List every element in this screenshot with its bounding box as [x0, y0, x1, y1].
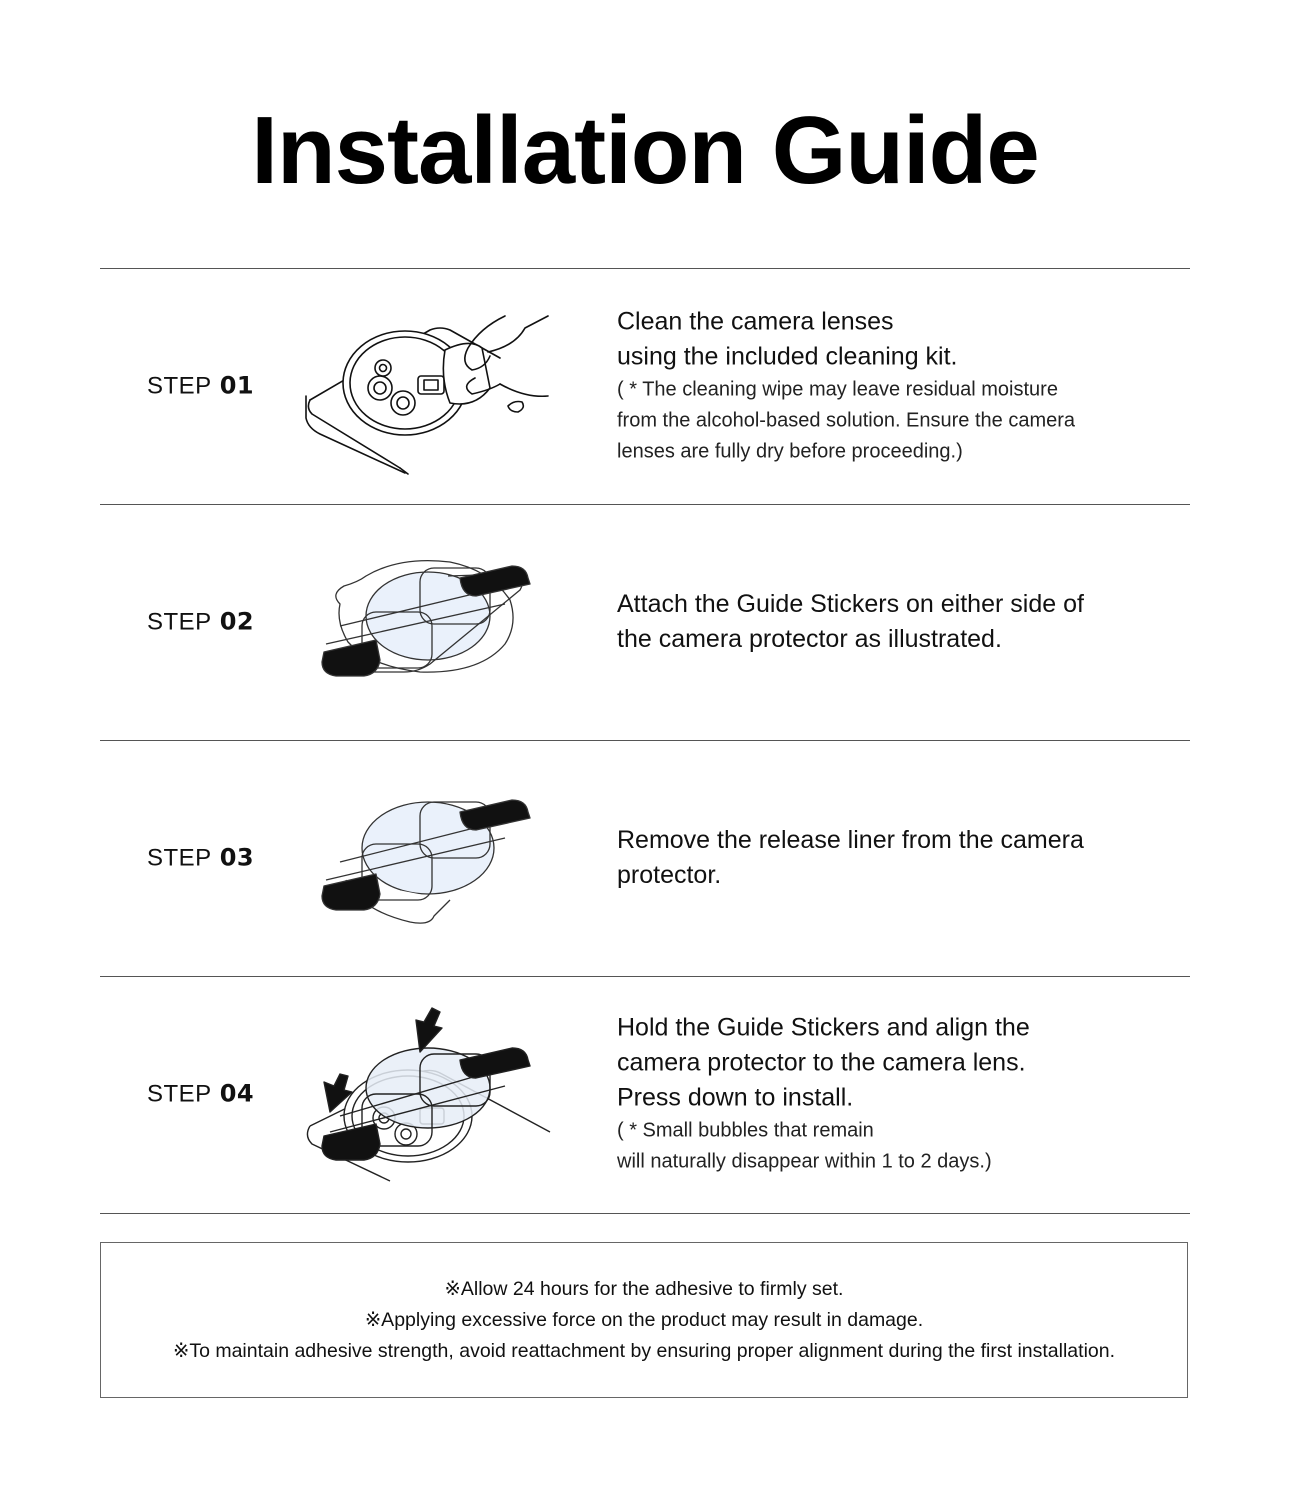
divider: [100, 1213, 1190, 1214]
step-text: Clean the camera lenses using the included cleaning kit. ( * The cleaning wipe may leave residual moisture from the alcohol-based solution. Ensure the camera lenses are fully dry before proceeding.): [617, 307, 1076, 463]
step-label: STEP 03: [147, 843, 255, 872]
step-label: STEP 01: [147, 371, 255, 400]
step-04: [100, 976, 1190, 1212]
step-text: Remove the release liner from the camera protector.: [617, 826, 1084, 889]
notice-line: ※To maintain adhesive strength, avoid reattachment by ensuring proper alignment during the first installation.: [172, 1339, 1116, 1362]
step-label: STEP 04: [147, 1079, 255, 1108]
guide-stickers-illustration: [300, 504, 560, 740]
release-liner-illustration: [300, 740, 560, 976]
step-02: [100, 504, 1190, 740]
step-03: [100, 740, 1190, 976]
step-text: Hold the Guide Stickers and align the camera protector to the camera lens. Press down to install. ( * Small bubbles that remain will naturally disappear within 1 to 2 days.): [617, 1013, 1030, 1173]
notice-line: ※Allow 24 hours for the adhesive to firmly set.: [444, 1277, 844, 1300]
cleaning-wipe-illustration: [300, 268, 560, 504]
step-number: 03: [219, 843, 255, 872]
step-number: 01: [219, 371, 255, 400]
step-number: 04: [219, 1079, 255, 1108]
page-title: Installation Guide: [251, 97, 1039, 204]
align-press-illustration: [300, 976, 560, 1212]
notice-line: ※Applying excessive force on the product may result in damage.: [364, 1308, 924, 1331]
step-label: STEP 02: [147, 607, 255, 636]
step-01: [100, 268, 1190, 504]
step-number: 02: [219, 607, 255, 636]
notice-box: [100, 1242, 1188, 1398]
step-text: Attach the Guide Stickers on either side of the camera protector as illustrated.: [617, 590, 1084, 653]
